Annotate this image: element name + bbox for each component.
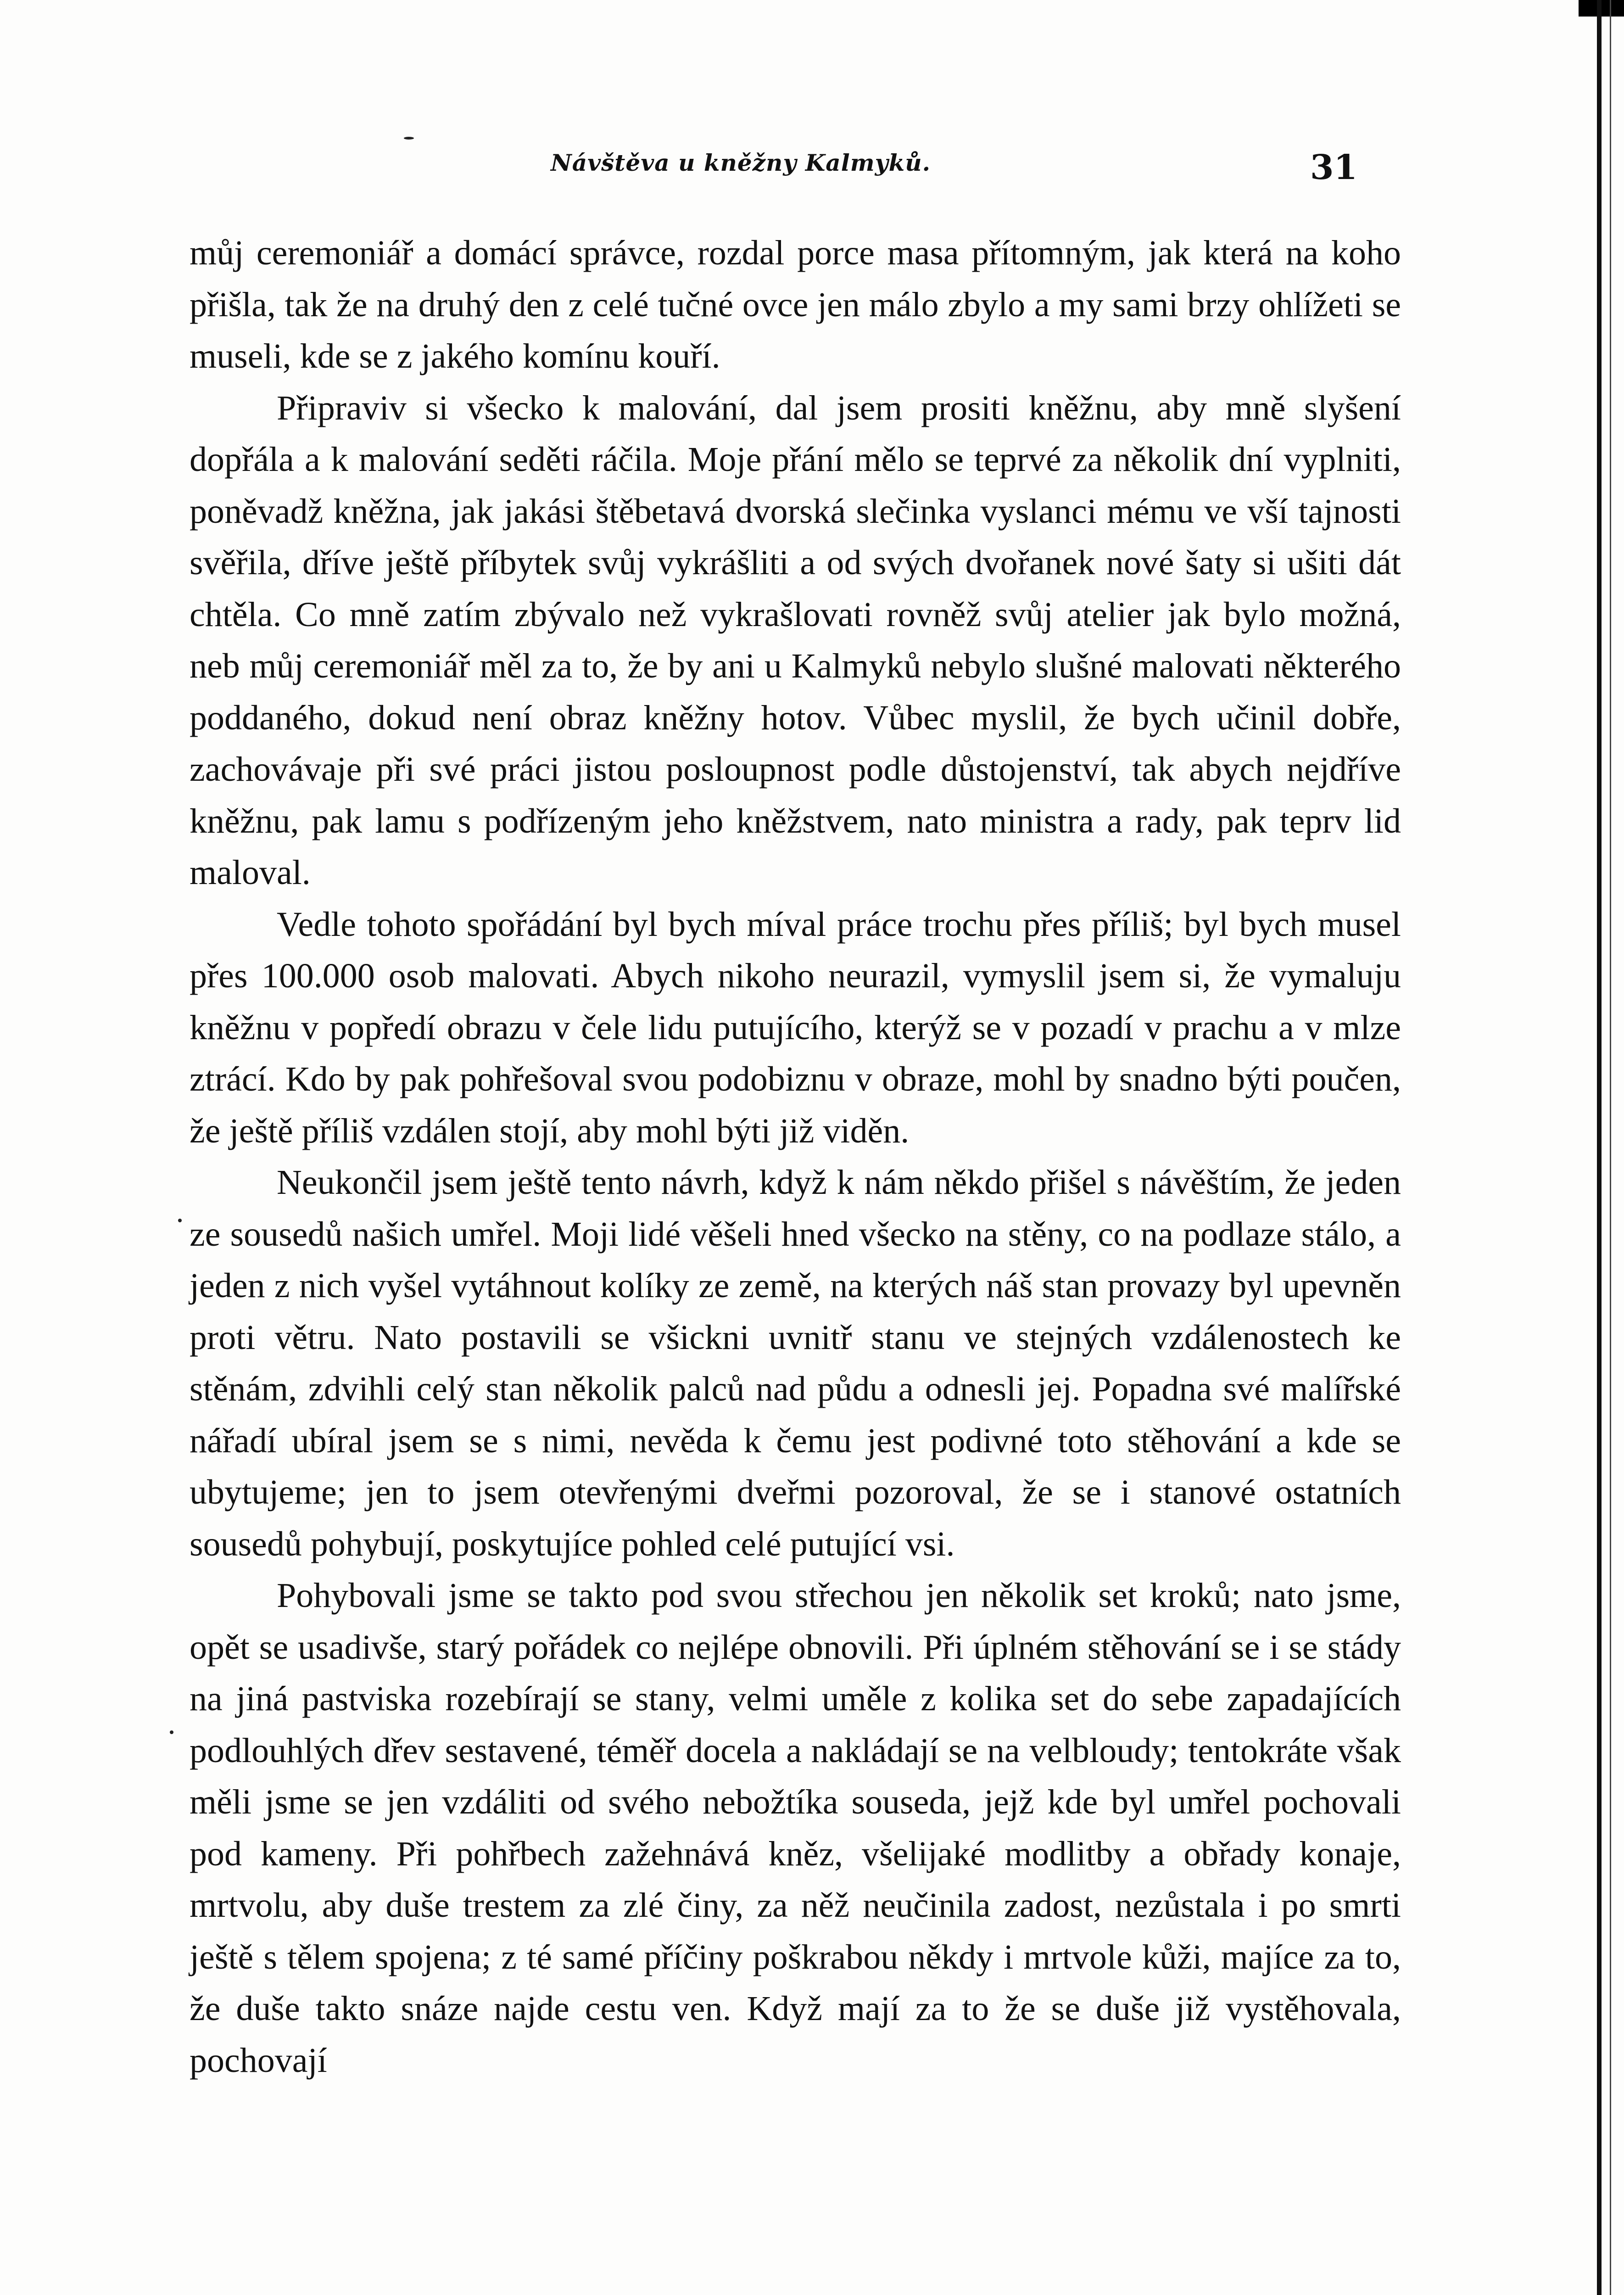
body-text [190, 227, 1401, 2086]
scan-speck [178, 1219, 182, 1222]
scan-speck [170, 1730, 173, 1734]
scan-edge-line-thin [1610, 0, 1611, 2295]
paragraph: Neukončil jsem ještě tento návrh, když k nám někdo přišel s návěštím, že jeden ze sousedů našich umřel. Moji lidé věšeli hned všecko na stěny, co na podlaze stálo, a jeden z nich vyšel vytáhnout kolíky ze země, na kterých náš stan provazy byl upevněn proti větru. Nato postavili se všickni uvnitř stanu ve stejných vzdálenostech ke stěnám, zdvihli celý stan několik palců nad půdu a odnesli jej. Popadna své malířské nářadí ubíral jsem se s nimi, nevěda k čemu jest podivné toto stěhování a kde se ubytujeme; jen to jsem otevřenými dveřmi pozoroval, že se i stanové ostatních sousedů pohybují, poskytujíce pohled celé putující vsi. [190, 1163, 1401, 1563]
paragraph: můj ceremoniář a domácí správce, rozdal porce masa přítomným, jak která na koho přišla, tak že na druhý den z celé tučné ovce jen málo zbylo a my sami brzy ohlížeti se museli, kde se z jakého komínu kouří. [190, 234, 1401, 375]
scan-edge-line [1597, 0, 1602, 2295]
scan-speck [404, 137, 414, 140]
paragraph: Pohybovali jsme se takto pod svou střechou jen několik set kroků; nato jsme, opět se usadivše, starý pořádek co nejlépe obnovili. Při úplném stěhování se i se stády na jiná pastviska rozebírají se stany, velmi uměle z kolika set do sebe zapadajících podlouhlých dřev sestavené, téměř docela a nakládají se na velbloudy; tentokráte však měli jsme se jen vzdáliti od svého nebožtíka souseda, jejž kde byl umřel pochovali pod kameny. Při pohřbech zažehnává kněz, všelijaké modlitby a obřady konaje, mrtvolu, aby duše trestem za zlé činy, za něž neučinila zadost, nezůstala i po smrti ještě s tělem spojena; z té samé příčiny poškrabou někdy i mrtvole kůži, majíce za to, že duše takto snáze najde cestu ven. Když mají za to že se duše již vystěhovala, pochovají [190, 1576, 1401, 2080]
page-number: 31 [1310, 148, 1357, 187]
running-header: Návštěva u kněžny Kalmyků. [551, 149, 931, 176]
paragraph: Vedle tohoto spořádání byl bych míval práce trochu přes příliš; byl bych musel přes 100.000 osob malovati. Abych nikoho neurazil, vymyslil jsem si, že vymaluju kněžnu v popředí obrazu v čele lidu putujícího, kterýž se v pozadí v prachu a v mlze ztrácí. Kdo by pak pohřešoval svou podobiznu v obraze, mohl by snadno býti poučen, že ještě příliš vzdálen stojí, aby mohl býti již viděn. [190, 905, 1401, 1150]
paragraph: Připraviv si všecko k malování, dal jsem prositi kněžnu, aby mně slyšení dopřála a k malování seděti ráčila. Moje přání mělo se teprvé za několik dní vyplniti, poněvadž kněžna, jak jakási štěbetavá dvorská slečinka vyslanci mému ve vší tajnosti svěřila, dříve ještě příbytek svůj vykrášliti a od svých dvořanek nové šaty si ušiti dát chtěla. Co mně zatím zbývalo než vykrašlovati rovněž svůj atelier jak bylo možná, neb můj ceremoniář měl za to, že by ani u Kalmyků nebylo slušné malovati některého poddaného, dokud není obraz kněžny hotov. Vůbec myslil, že bych učinil dobře, zachovávaje při své práci jistou posloupnost podle důstojenství, tak abych nejdříve kněžnu, pak lamu s podřízeným jeho kněžstvem, nato ministra a rady, pak teprv lid maloval. [190, 388, 1401, 892]
